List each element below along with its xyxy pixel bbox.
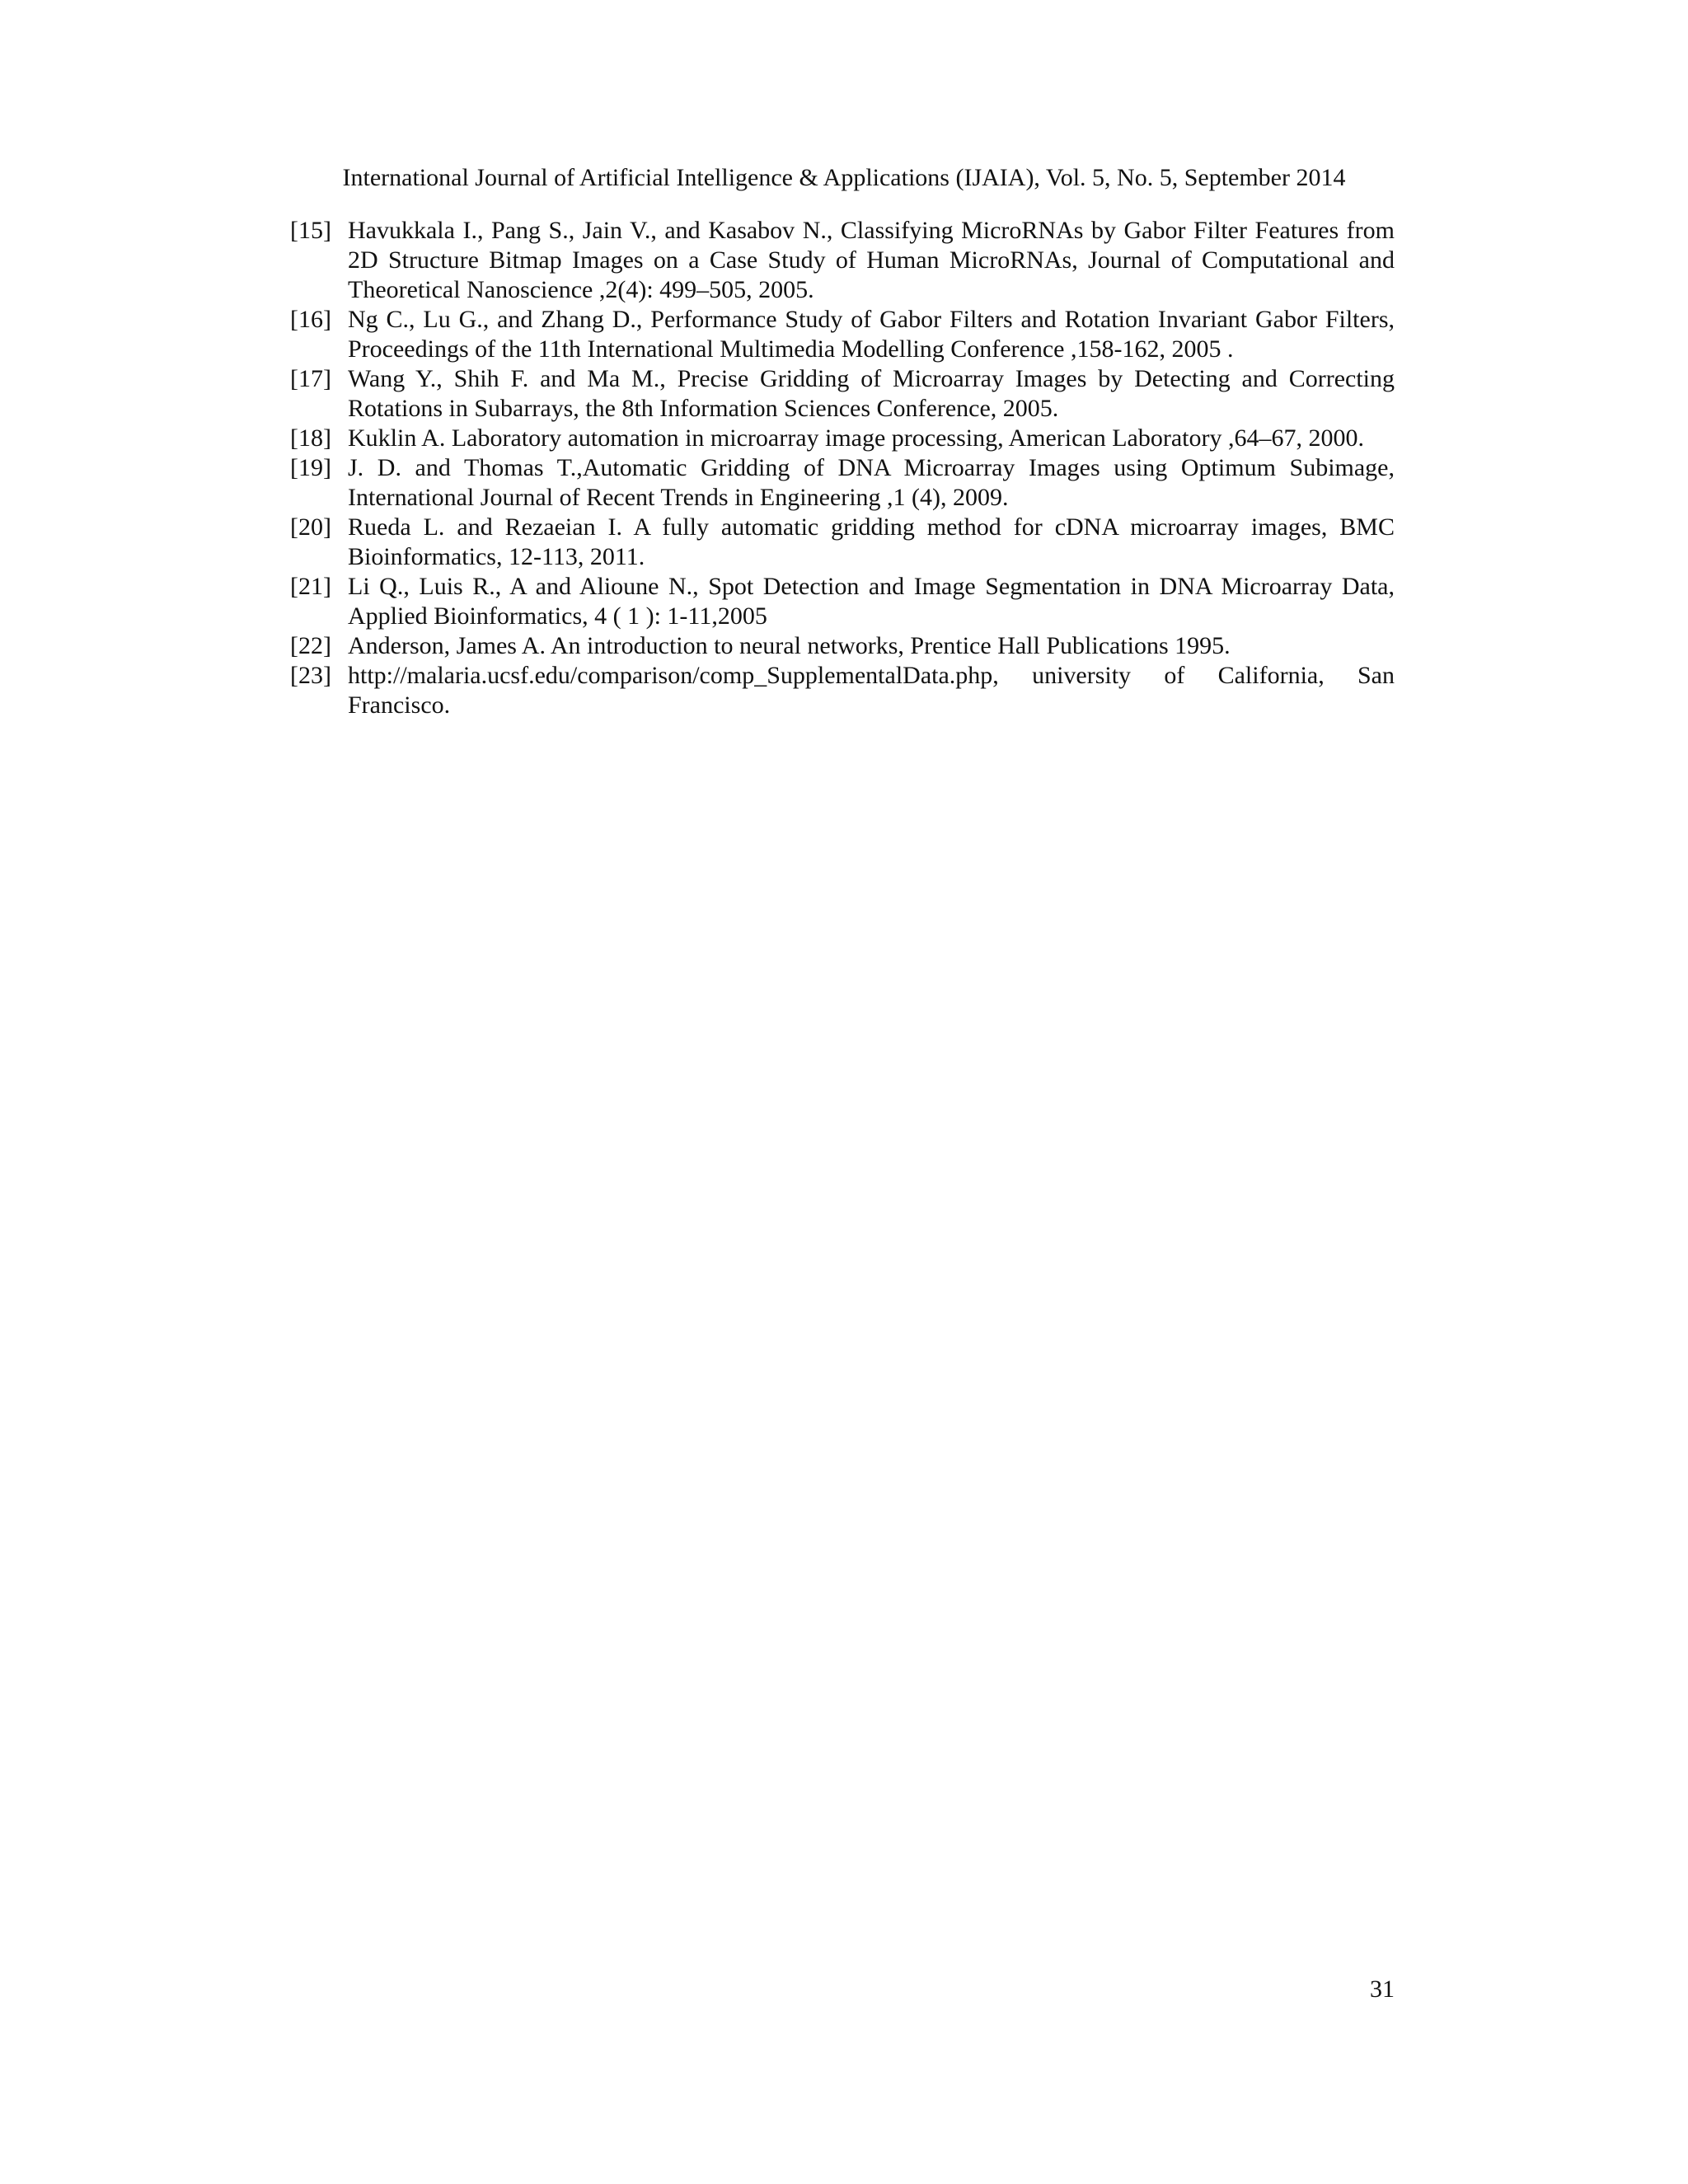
reference-item <box>290 513 1395 572</box>
running-header: International Journal of Artificial Intelligence & Applications (IJAIA), Vol. 5, No. 5, September 2014 <box>342 164 1346 191</box>
reference-text: Rueda L. and Rezaeian I. A fully automatic gridding method for cDNA microarray images, BMC Bioinformatics, 12-113, 2011. <box>348 513 1395 570</box>
reference-item <box>290 364 1395 424</box>
reference-item <box>290 453 1395 513</box>
page-number: 31 <box>1370 1975 1395 2003</box>
reference-number: [21] <box>290 573 331 600</box>
reference-number: [19] <box>290 454 331 481</box>
reference-number: [16] <box>290 306 331 333</box>
reference-number: [23] <box>290 662 331 689</box>
reference-number: [22] <box>290 632 331 659</box>
reference-number: [17] <box>290 365 331 392</box>
reference-text: J. D. and Thomas T.,Automatic Gridding of DNA Microarray Images using Optimum Subimage, International Journal of Recent Trends in Engineering ,1 (4), 2009. <box>348 454 1395 511</box>
reference-text: Wang Y., Shih F. and Ma M., Precise Gridding of Microarray Images by Detecting and Correcting Rotations in Subarrays, the 8th Information Sciences Conference, 2005. <box>348 365 1395 422</box>
reference-number: [20] <box>290 513 331 541</box>
reference-item <box>290 631 1395 661</box>
reference-text: Kuklin A. Laboratory automation in microarray image processing, American Laboratory ,64–67, 2000. <box>348 424 1365 452</box>
reference-item <box>290 572 1395 631</box>
reference-text: Ng C., Lu G., and Zhang D., Performance Study of Gabor Filters and Rotation Invariant Gabor Filters, Proceedings of the 11th International Multimedia Modelling Conference ,158-162, 2005 . <box>348 306 1395 363</box>
reference-text: Havukkala I., Pang S., Jain V., and Kasabov N., Classifying MicroRNAs by Gabor Filter Features from 2D Structure Bitmap Images on a Case Study of Human MicroRNAs, Journal of Computational and Theoretical Nanoscience ,2(4): 499–505, 2005. <box>348 217 1395 303</box>
reference-text: Li Q., Luis R., A and Alioune N., Spot Detection and Image Segmentation in DNA Microarray Data, Applied Bioinformatics, 4 ( 1 ): 1-11,2005 <box>348 573 1395 630</box>
reference-item <box>290 216 1395 305</box>
reference-number: [15] <box>290 217 331 244</box>
reference-item <box>290 661 1395 720</box>
reference-list <box>290 216 1395 720</box>
reference-item <box>290 424 1395 453</box>
reference-text: http://malaria.ucsf.edu/comparison/comp_SupplementalData.php, university of California, San Francisco. <box>348 662 1395 719</box>
reference-number: [18] <box>290 424 331 452</box>
reference-item <box>290 305 1395 364</box>
reference-text: Anderson, James A. An introduction to neural networks, Prentice Hall Publications 1995. <box>348 632 1231 659</box>
